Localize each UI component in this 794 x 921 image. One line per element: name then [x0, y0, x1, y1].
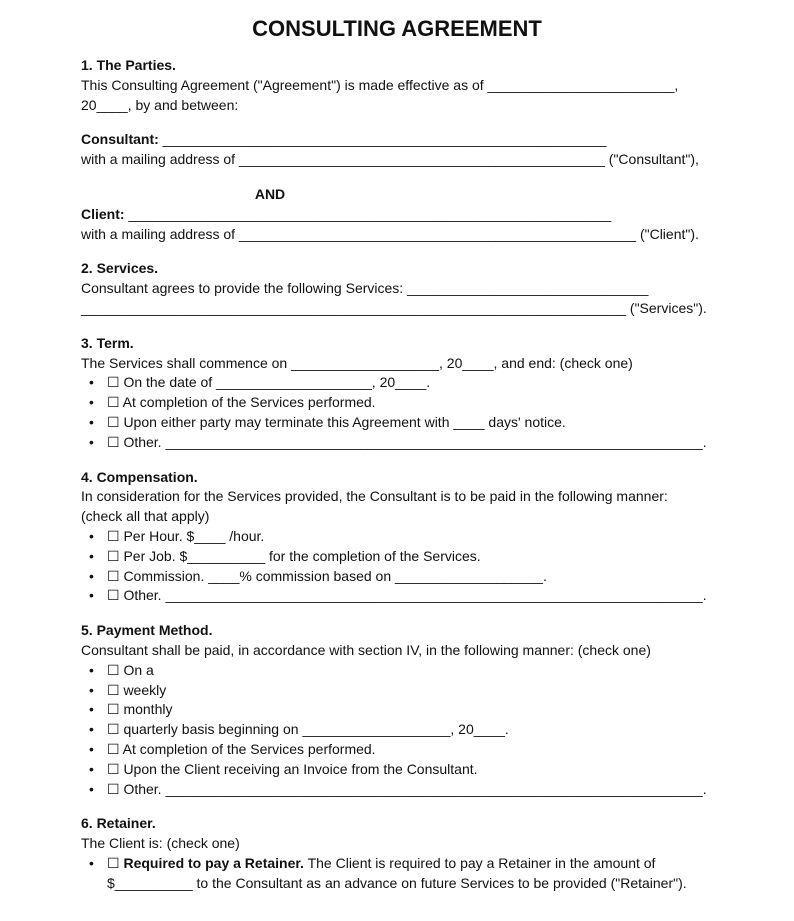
client-blank[interactable]: ______________________________________________________________ [124, 205, 612, 222]
term-option[interactable]: • ☐ Upon either party may terminate this Agreement with ____ days' notice. [81, 413, 721, 433]
document-title: CONSULTING AGREEMENT [252, 16, 542, 41]
compensation-option[interactable]: • ☐ Per Hour. $____ /hour. [81, 527, 721, 547]
section-heading: 5. Payment Method. [81, 622, 213, 639]
section-heading: 4. Compensation. [81, 468, 198, 485]
compensation-note: (check all that apply) [81, 508, 210, 525]
client-name-line[interactable] [81, 205, 721, 225]
payment-option[interactable]: • ☐ Other. _____________________________________________________________________. [81, 780, 721, 800]
payment-option[interactable]: • ☐ weekly [81, 681, 721, 701]
section-parties [81, 56, 721, 244]
section-heading: 1. The Parties. [81, 57, 176, 73]
payment-text: Consultant shall be paid, in accordance with section IV, in the following manner: (check one) [81, 641, 651, 658]
section-retainer [81, 814, 721, 893]
term-option[interactable]: • ☐ On the date of ____________________, 20____. [81, 373, 721, 393]
services-line-2[interactable]: ______________________________________________________________________ ("Services"). [81, 299, 707, 316]
retainer-option-title: Required to pay a Retainer. [123, 854, 304, 871]
section-heading: 2. Services. [81, 260, 159, 277]
consultant-name-line[interactable] [81, 130, 721, 150]
term-option[interactable]: • ☐ At completion of the Services performed. [81, 393, 721, 413]
effective-date-line[interactable]: This Consulting Agreement ("Agreement") is made effective as of ________________________, [81, 76, 679, 93]
section-payment-method [81, 621, 721, 799]
retainer-option[interactable] [81, 854, 721, 894]
section-heading: 6. Retainer. [81, 815, 156, 832]
year-line[interactable]: 20____, by and between: [81, 96, 239, 113]
compensation-option[interactable]: • ☐ Commission. ____% commission based on ___________________. [81, 567, 721, 587]
payment-option[interactable]: • ☐ At completion of the Services performed. [81, 740, 721, 760]
payment-option[interactable]: • ☐ On a [81, 661, 721, 681]
services-line[interactable]: Consultant agrees to provide the following Services: _______________________________ [81, 280, 649, 297]
compensation-text: In consideration for the Services provided, the Consultant is to be paid in the following manner: [81, 488, 668, 505]
client-label: Client: [81, 205, 125, 222]
consultant-blank[interactable]: _________________________________________________________ [158, 131, 607, 148]
section-services [81, 259, 721, 318]
section-compensation [81, 468, 721, 607]
term-line[interactable]: The Services shall commence on ___________________, 20____, and end: (check one) [81, 354, 633, 371]
consultant-label: Consultant: [81, 131, 159, 148]
section-term [81, 334, 721, 453]
payment-option[interactable]: • ☐ quarterly basis beginning on ___________________, 20____. [81, 720, 721, 740]
compensation-option[interactable]: • ☐ Other. _____________________________________________________________________. [81, 586, 721, 606]
compensation-option[interactable]: • ☐ Per Job. $__________ for the completion of the Services. [81, 547, 721, 567]
retainer-text: The Client is: (check one) [81, 835, 240, 852]
checkbox[interactable]: ☐ [107, 854, 124, 871]
term-option[interactable]: • ☐ Other. _____________________________________________________________________. [81, 433, 721, 453]
retainer-option-text: The Client is required to pay a Retainer in the amount of $__________ to the Consultant as an advance on future Services to be provided ("Retainer"). [107, 854, 687, 891]
section-heading: 3. Term. [81, 334, 134, 351]
payment-option[interactable]: • ☐ Upon the Client receiving an Invoice from the Consultant. [81, 760, 721, 780]
client-address-line[interactable]: with a mailing address of ___________________________________________________ ("Client"). [81, 225, 699, 242]
consultant-address-line[interactable]: with a mailing address of _______________________________________________ ("Consultant"), [81, 151, 699, 168]
payment-option[interactable]: • ☐ monthly [81, 700, 721, 720]
and-separator: AND [254, 185, 286, 202]
